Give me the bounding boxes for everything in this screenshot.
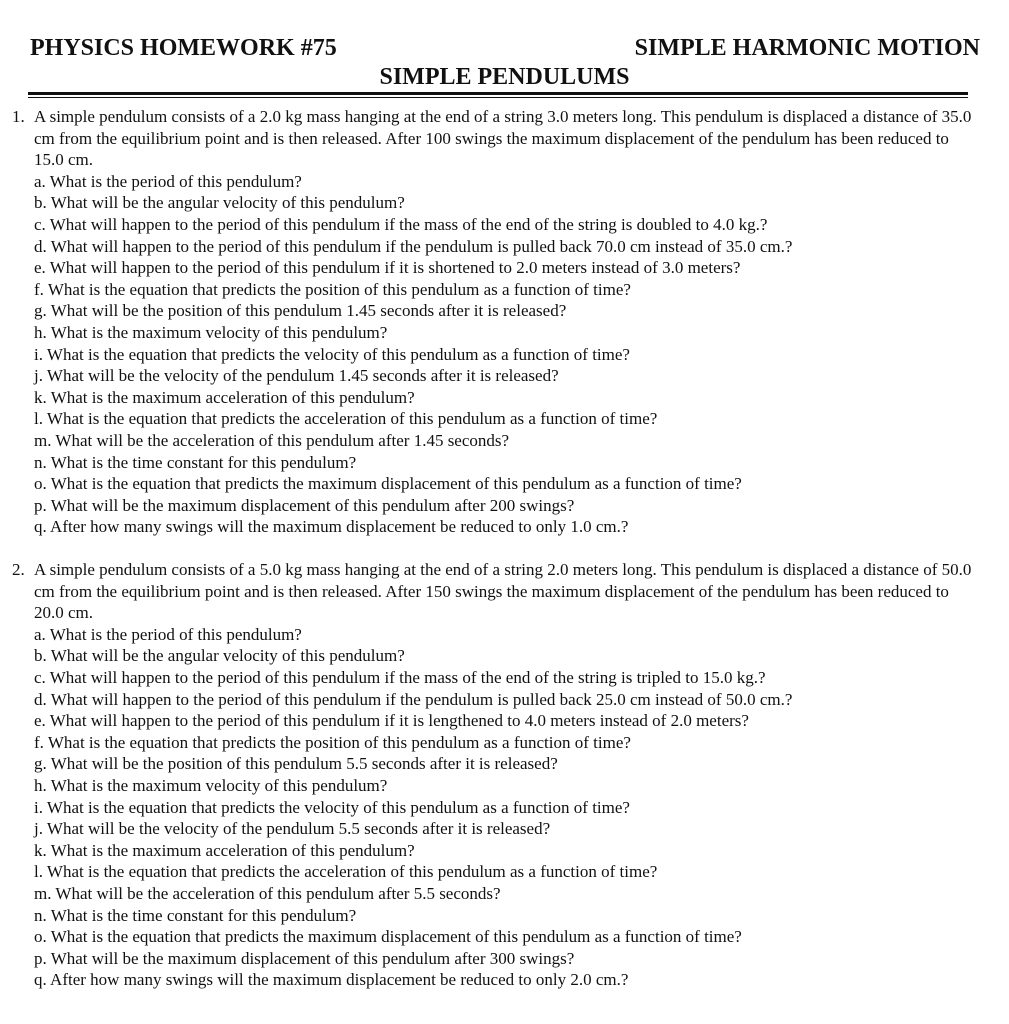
question-item: m. What will be the acceleration of this pendulum after 1.45 seconds? (34, 430, 510, 450)
topic-title: SIMPLE HARMONIC MOTION (634, 35, 980, 61)
question-item: k. What is the maximum acceleration of this pendulum? (34, 840, 415, 860)
question-item: f. What is the equation that predicts the position of this pendulum as a function of time? (34, 279, 631, 299)
header-divider-thick (28, 92, 968, 95)
question-item: q. After how many swings will the maximum displacement be reduced to only 1.0 cm.? (34, 517, 629, 537)
question-item: n. What is the time constant for this pendulum? (34, 905, 357, 925)
problem-number: 1. (12, 107, 25, 126)
homework-title: PHYSICS HOMEWORK #75 (30, 35, 337, 61)
question-item: g. What will be the position of this pendulum 1.45 seconds after it is released? (34, 301, 567, 321)
question-item: h. What is the maximum velocity of this pendulum? (34, 322, 388, 342)
question-item: p. What will be the maximum displacement of this pendulum after 200 swings? (34, 495, 575, 515)
question-item: a. What is the period of this pendulum? (34, 624, 302, 644)
question-item: j. What will be the velocity of the pendulum 5.5 seconds after it is released? (34, 819, 551, 839)
question-item: q. After how many swings will the maximum displacement be reduced to only 2.0 cm.? (34, 970, 629, 990)
question-item: o. What is the equation that predicts the maximum displacement of this pendulum as a function of time? (34, 474, 742, 494)
question-item: l. What is the equation that predicts the acceleration of this pendulum as a function of time? (34, 409, 658, 429)
page-subtitle: SIMPLE PENDULUMS (379, 64, 630, 90)
question-item: o. What is the equation that predicts the maximum displacement of this pendulum as a function of time? (34, 927, 742, 947)
question-item: c. What will happen to the period of this pendulum if the mass of the end of the string is doubled to 4.0 kg.? (34, 214, 768, 234)
question-item: d. What will happen to the period of this pendulum if the pendulum is pulled back 70.0 cm instead of 35.0 cm.? (34, 236, 793, 256)
question-item: m. What will be the acceleration of this pendulum after 5.5 seconds? (34, 883, 501, 903)
question-item: l. What is the equation that predicts the acceleration of this pendulum as a function of time? (34, 862, 658, 882)
question-item: b. What will be the angular velocity of this pendulum? (34, 193, 405, 213)
problem-statement: A simple pendulum consists of a 2.0 kg mass hanging at the end of a string 3.0 meters long. This pendulum is displaced a distance of 35.0 cm from the equilibrium point and is then released. After 100 swings the maximum displacement of the pendulum has been reduced to 15.0 cm. (34, 107, 972, 170)
question-item: b. What will be the angular velocity of this pendulum? (34, 646, 405, 666)
question-item: e. What will happen to the period of this pendulum if it is lengthened to 4.0 meters instead of 2.0 meters? (34, 711, 749, 731)
question-item: k. What is the maximum acceleration of this pendulum? (34, 387, 415, 407)
problem-1 (12, 106, 972, 538)
question-item: f. What is the equation that predicts the position of this pendulum as a function of time? (34, 732, 631, 752)
question-item: d. What will happen to the period of this pendulum if the pendulum is pulled back 25.0 cm instead of 50.0 cm.? (34, 689, 793, 709)
problem-stem (12, 106, 972, 171)
page-header (30, 33, 980, 65)
question-item: h. What is the maximum velocity of this pendulum? (34, 775, 388, 795)
problem-stem (12, 559, 972, 624)
question-item: e. What will happen to the period of this pendulum if it is shortened to 2.0 meters instead of 3.0 meters? (34, 258, 741, 278)
problem-number: 2. (12, 560, 25, 579)
question-item: g. What will be the position of this pendulum 5.5 seconds after it is released? (34, 754, 558, 774)
question-item: i. What is the equation that predicts the velocity of this pendulum as a function of time? (34, 797, 630, 817)
problem-2 (12, 559, 972, 991)
question-item: n. What is the time constant for this pendulum? (34, 452, 357, 472)
question-item: i. What is the equation that predicts the velocity of this pendulum as a function of time? (34, 344, 630, 364)
question-item: a. What is the period of this pendulum? (34, 171, 302, 191)
question-list (12, 171, 972, 538)
question-list (12, 624, 972, 991)
header-divider-thin (28, 97, 968, 98)
question-item: c. What will happen to the period of this pendulum if the mass of the end of the string is tripled to 15.0 kg.? (34, 667, 766, 687)
problem-statement: A simple pendulum consists of a 5.0 kg mass hanging at the end of a string 2.0 meters long. This pendulum is displaced a distance of 50.0 cm from the equilibrium point and is then released. After 150 swings the maximum displacement of the pendulum has been reduced to 20.0 cm. (34, 560, 972, 623)
question-item: p. What will be the maximum displacement of this pendulum after 300 swings? (34, 948, 575, 968)
question-item: j. What will be the velocity of the pendulum 1.45 seconds after it is released? (34, 366, 559, 386)
